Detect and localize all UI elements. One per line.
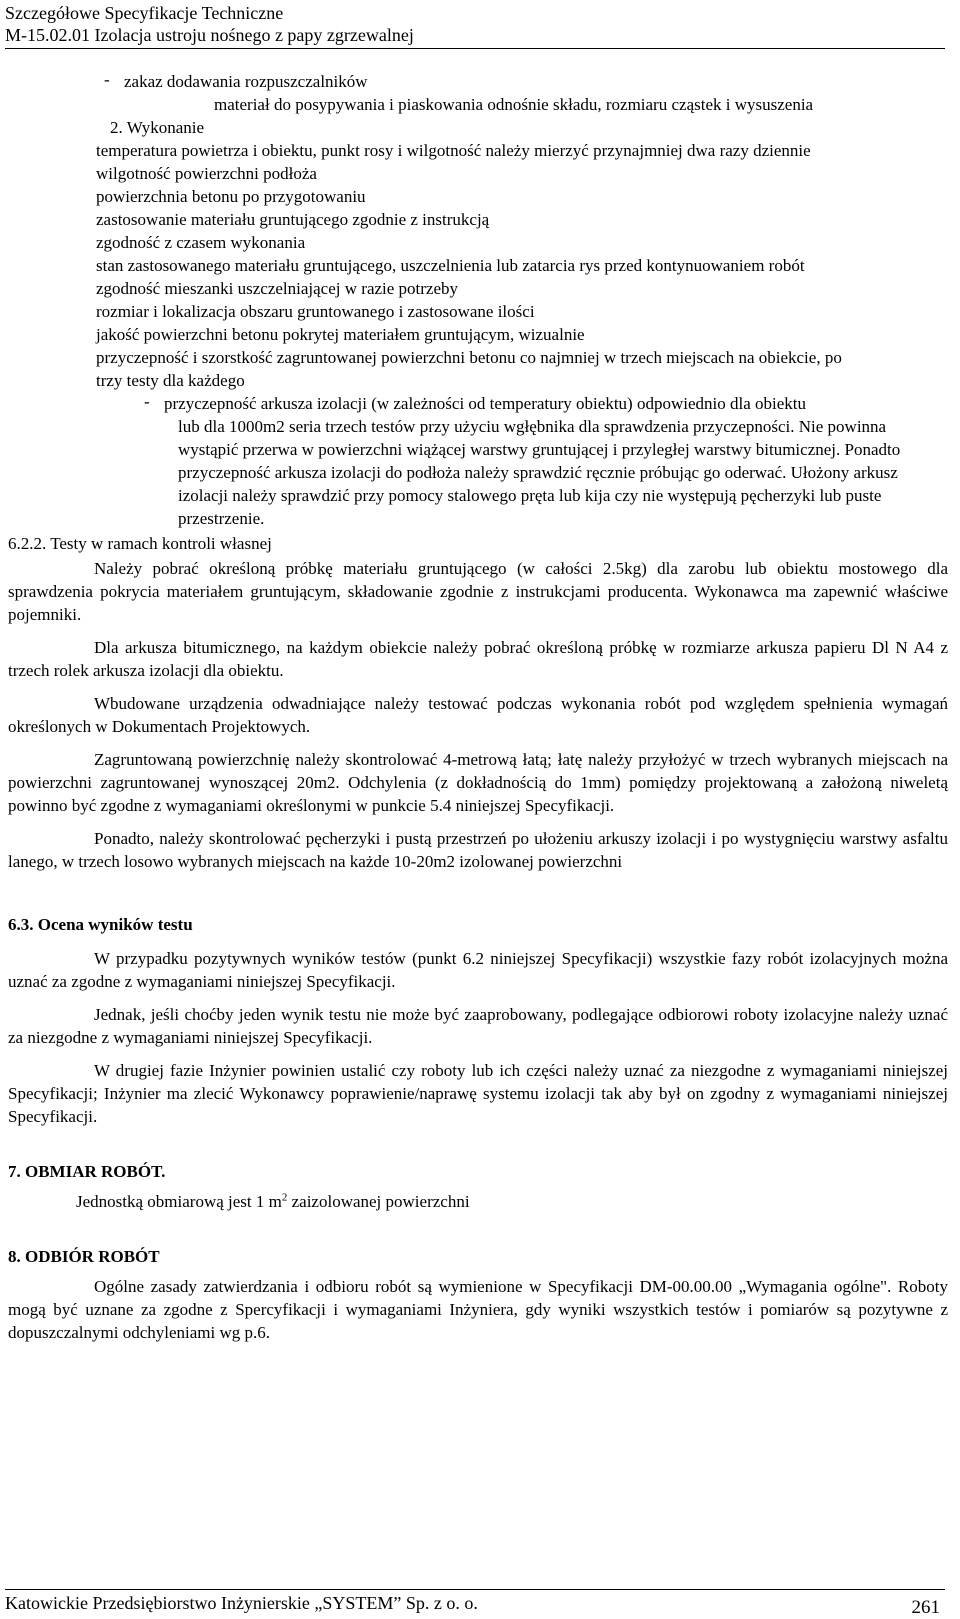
paragraph: Dla arkusza bitumicznego, na każdym obiekcie należy pobrać określoną próbkę w rozmiarze arkusza papieru Dl N A4 z trzech rolek arkusza izolacji dla obiektu. <box>8 638 948 680</box>
paragraph: Jednak, jeśli choćby jeden wynik testu nie może być zaaprobowany, podlegające odbiorowi roboty izolacyjne należy uznać za niezgodne z wymaganiami niniejszej Specyfikacji. <box>8 1005 948 1047</box>
list-item: rozmiar i lokalizacja obszaru gruntowanego i zastosowane ilości <box>96 302 535 321</box>
measurement-unit: Jednostką obmiarową jest 1 $m^2$ zaizolowanej powierzchni <box>76 1191 470 1211</box>
paragraph: Należy pobrać określoną próbkę materiału gruntującego (w całości 2.5kg) dla zarobu lub obiektu mostowego dla sprawdzenia pokrycia materiałem gruntującym, składowanie zgodnie z instrukcjami producenta. Wykonawca ma zapewnić właściwe pojemniki. <box>8 559 948 624</box>
paragraph: W przypadku pozytywnych wyników testów (punkt 6.2 niniejszej Specyfikacji) wszystkie fazy robót izolacyjnych można uznać za zgodne z wymaganiami niniejszej Specyfikacji. <box>8 949 948 991</box>
dash-item-solvents: - zakaz dodawania rozpuszczalników <box>104 70 368 91</box>
document-body <box>8 70 948 1344</box>
list-item: zgodność mieszanki uszczelniającej w razie potrzeby <box>96 279 459 298</box>
material-line: materiał do posypywania i piaskowania odnośnie składu, rozmiaru cząstek i wysuszenia <box>214 95 814 114</box>
footer-rule <box>5 1589 945 1590</box>
paragraph: Zagruntowaną powierzchnię należy skontrolować 4-metrową łatą; łatę należy przyłożyć w trzech wybranych miejscach na powierzchni zagruntowanej wynoszącej 20m2. Odchylenia (z dokładnością do 1mm) pomiędzy projektowaną a założoną niweletą powinno być zgodne z wymaganiami określonymi w punkcie 5.4 niniejszej Specyfikacji. <box>8 750 948 815</box>
list-item: stan zastosowanego materiału gruntującego, uszczelnienia lub zatarcia rys przed kontynuowaniem robót <box>96 256 805 275</box>
heading-8: 8. ODBIÓR ROBÓT <box>8 1247 160 1266</box>
page-number: 261 <box>911 1597 940 1618</box>
sub-dash-continuation: lub dla 1000m2 seria trzech testów przy użyciu wgłębnika dla sprawdzenia przyczepności. Nie powinna wystąpić przerwa w powierzchni wiążącej warstwy gruntującej i przyległej warstwy bitumicznej. Ponadto przyczepność arkusza izolacji do podłoża należy sprawdzić ręcznie próbując go oderwać. Ułożony arkusz izolacji należy sprawdzić przy pomocy stalowego pręta lub kija czy nie występują pęcherzyki lub puste przestrzenie. <box>178 417 901 528</box>
list-item: przyczepność i szorstkość zagruntowanej powierzchni betonu co najmniej w trzech miejscach na obiekcie, po trzy testy dla każdego <box>96 348 842 390</box>
document-header <box>5 2 945 46</box>
list-item: temperatura powietrza i obiektu, punkt rosy i wilgotność należy mierzyć przynajmniej dwa razy dziennie <box>96 141 811 160</box>
heading-7: 7. OBMIAR ROBÓT. <box>8 1162 166 1181</box>
paragraph: Ogólne zasady zatwierdzania i odbioru robót są wymienione w Specyfikacji DM-00.00.00 „Wymagania ogólne". Roboty mogą być uznane za zgodne z Spercyfikacji i wymaganiami Inżyniera, gdy wyniki wszystkich testów i pomiarów są pozytywne z dopuszczalnymi odchyleniami wg p.6. <box>8 1277 948 1342</box>
paragraph: Wbudowane urządzenia odwadniające należy testować podczas wykonania robót pod względem spełnienia wymagań określonych w Dokumentach Projektowych. <box>8 694 948 736</box>
list-item: powierzchnia betonu po przygotowaniu <box>96 187 366 206</box>
header-spec-code: M-15.02.01 Izolacja ustroju nośnego z papy zgrzewalnej <box>5 25 414 45</box>
paragraph: W drugiej fazie Inżynier powinien ustalić czy roboty lub ich części należy uznać za niezgodne z wymaganiami niniejszej Specyfikacji; Inżynier ma zlecić Wykonawcy poprawienie/naprawę systemu izolacji tak aby był on zgodny z wymaganiami niniejszej Specyfikacji. <box>8 1061 948 1126</box>
check-list <box>96 139 866 392</box>
header-title: Szczegółowe Specyfikacje Techniczne <box>5 3 284 23</box>
sub-dash-item: - przyczepność arkusza izolacji (w zależności od temperatury obiektu) odpowiednio dla obiektu <box>144 392 806 413</box>
list-item: wilgotność powierzchni podłoża <box>96 164 317 183</box>
header-rule <box>5 48 945 49</box>
list-item: zgodność z czasem wykonania <box>96 233 306 252</box>
paragraph: Ponadto, należy skontrolować pęcherzyki i pustą przestrzeń po ułożeniu arkuszy izolacji i po wystygnięciu warstwy asfaltu lanego, w trzech losowo wybranych miejscach na każde 10-20m2 izolowanej powierzchni <box>8 829 948 871</box>
footer-company: Katowickie Przedsiębiorstwo Inżynierskie „SYSTEM” Sp. z o. o. <box>5 1593 478 1613</box>
heading-6-3: 6.3. Ocena wyników testu <box>8 915 193 934</box>
heading-6-2-2: 6.2.2. Testy w ramach kontroli własnej <box>8 534 272 553</box>
list-item: zastosowanie materiału gruntującego zgodnie z instrukcją <box>96 210 490 229</box>
list-item: jakość powierzchni betonu pokrytej materiałem gruntującym, wizualnie <box>96 325 585 344</box>
heading-wykonanie: 2. Wykonanie <box>110 118 205 137</box>
